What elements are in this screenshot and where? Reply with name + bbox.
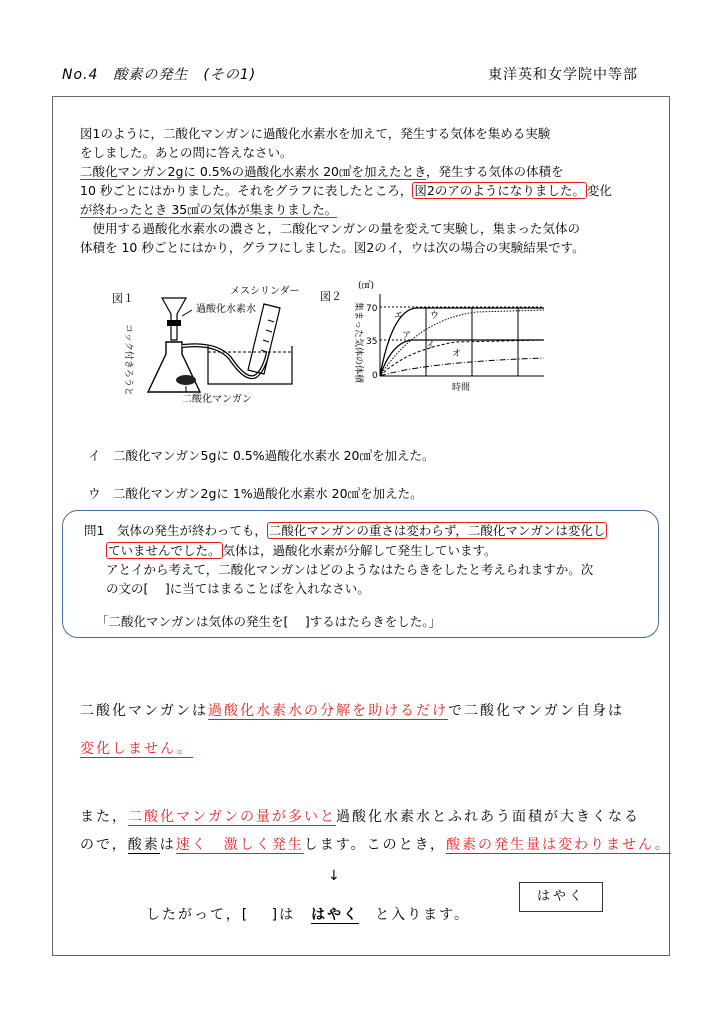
fig2-curve-u: ウ [430,311,440,321]
intro-line-1: 図1のように，二酸化マンガンに過酸化水素水を加えて，発生する気体を集める実験 [80,126,551,141]
fig2-unit: (㎤) [358,281,375,291]
intro-line-6: 使用する過酸化水素水の濃さと，二酸化マンガンの量を変えて実験し，集まった気体の [80,221,581,236]
answer-line-4: ので，酸素は速く 激しく発生します。このとき，酸素の発生量は変わりません。 [80,837,671,853]
fig1-h2o2-label: 過酸化水素水 [196,304,256,315]
question-fill-sentence: 「二酸化マンガンは気体の発生を[ ]するはたらきをした。」 [96,614,441,629]
fig2-y70: 70 [366,304,378,314]
case-u: ウ 二酸化マンガン2gに 1%過酸化水素水 20㎤を加えた。 [88,486,423,501]
down-arrow: ↓ [328,868,342,884]
intro-line-4: 10 秒ごとにはかりました。それをグラフに表したところ， 図2のアのようになりました。 変化 [80,183,612,198]
figure-2-graph [316,280,552,410]
underline-volume: が終わったとき 35㎤の気体が集まりました。 [80,202,338,217]
intro-line-2: をしました。あとの問に答えなさい。 [80,145,293,160]
fig1-funnel-label: コック付きろうと [123,324,133,396]
fig1-mno2-label: 二酸化マンガン [182,394,252,405]
answer-conclusion: したがって，[ ]は はやく と入ります。 [146,907,470,923]
fig2-curve-o: オ [452,349,462,359]
worksheet-title: No.4 酸素の発生 (その1) [62,67,257,83]
question-line-2: ていませんでした。 気体は，過酸化水素が分解して発生しています。 [108,543,497,558]
fig2-curve-a: ア [402,331,412,341]
question-line-1: 問1 気体の発生が終わっても， 二酸化マンガンの重さは変わらず，二酸化マンガンは変化し [84,523,606,538]
boxed-result: 図2のアのようになりました。 [414,183,585,198]
question-line-3: アとイから考えて，二酸化マンガンはどのようなはたらきをしたと考えられますか。次 [106,562,594,577]
case-i: イ 二酸化マンガン5gに 0.5%過酸化水素水 20㎤を加えた。 [88,448,435,463]
fig2-ylabel: 集まった気体の体積 [353,302,363,384]
fig2-curve-i: イ [426,341,436,351]
answer-line-2: 変化しません。 [80,741,193,757]
boxed-fact: 二酸化マンガンの重さは変わらず，二酸化マンガンは変化し [268,523,606,538]
answer-line-3: また，二酸化マンガンの量が多いと過酸化水素水とふれあう面積が大きくなる [80,809,640,825]
fig1-title: 図１ [112,292,134,305]
fig1-cylinder-label: メスシリンダー [230,286,300,297]
school-name: 東洋英和女学院中等部 [488,67,638,83]
figure-1-apparatus [96,280,306,410]
intro-line-7: 体積を 10 秒ごとにはかり，グラフにしました。図2のイ，ウは次の場合の実験結果です。 [80,240,585,255]
answer-line-1: 二酸化マンガンは過酸化水素水の分解を助けるだけで二酸化マンガン自身は [80,703,624,719]
intro-line-3: 二酸化マンガン2gに 0.5%の過酸化水素水 20㎤を加えたとき，発生する気体の体積を [80,164,564,179]
fig2-curve-e: エ [394,311,404,321]
answer-box: はやく [519,882,603,912]
question-line-4: の文の[ ]に当てはまることばを入れなさい。 [106,581,370,596]
fig2-xlabel: 時間 [452,383,471,393]
fig2-title: 図２ [320,290,342,303]
underline-condition: 二酸化マンガン2gに 0.5%の過酸化水素水 20㎤を加えたとき [80,164,426,179]
fig2-y0: 0 [372,371,378,381]
fig2-y35: 35 [366,337,378,347]
intro-line-5 [80,200,337,218]
